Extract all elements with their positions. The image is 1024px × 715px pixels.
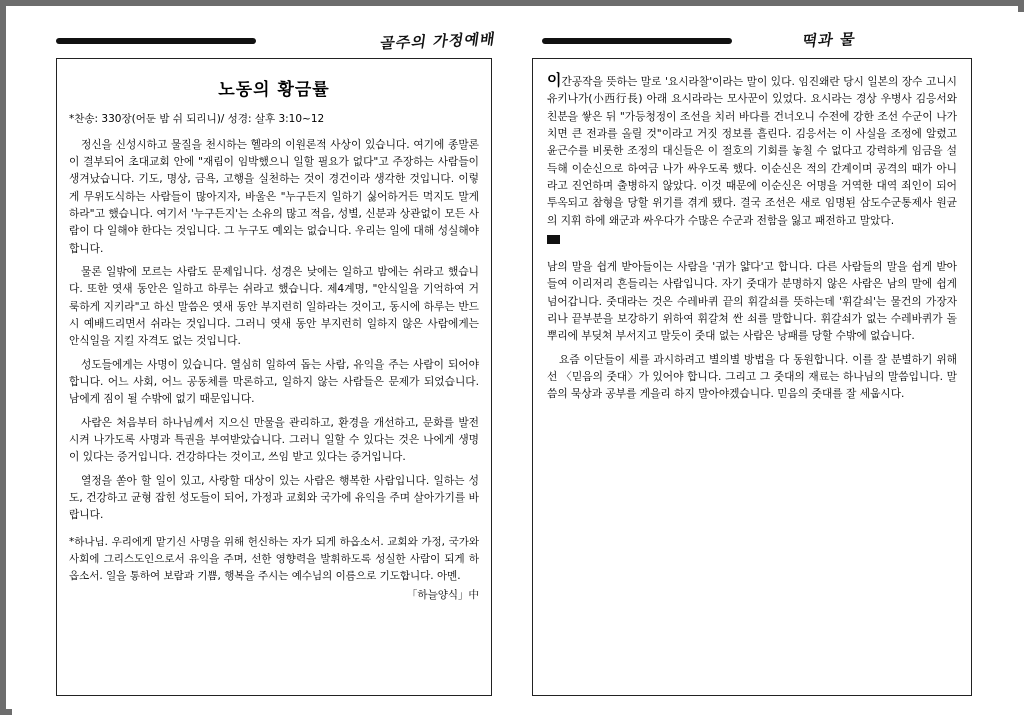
- source-citation: 「하늘양식」中: [406, 588, 479, 601]
- left-paragraph-4: 사람은 처음부터 하나님께서 지으신 만물을 관리하고, 환경을 개선하고, 문화를 발전시켜 나가도록 사명과 특권을 부여받았습니다. 그러니 일할 수 있다는 것은 나에게 생명이 있다는 증거입니다. 건강하다는 것이고, 쓰임 받고 있다는 증거입니다.: [69, 415, 479, 464]
- page-inner: [12, 12, 1024, 715]
- drop-cap: 이: [547, 71, 562, 89]
- right-first-paragraph-text: 간공작을 뜻하는 말로 '요시라찰'이라는 말이 있다. 임진왜란 당시 일본의 장수 고니시 유키나가(小西行長) 아래 요시라라는 모사꾼이 있었다. 요시라는 경상 우병사 김응서와 친분을 쌓은 뒤 "가등청정이 조선을 치러 바다를 건너오니 수전에 강한 조선 수군이 나가 치면 큰 전과를 올릴 것"이라고 거짓 정보를 흘린다. 김응서는 이 사실을 조정에 알렸고 윤근수를 비롯한 조정의 대신들은 이 절호의 기회를 놓칠 수 없다고 강력하게 임금을 설득해 이순신으로 하여금 나가 싸우도록 했다. 이순신은 적의 간계이며 공격의 때가 아니라고 진언하며 출병하지 않았다. 이것 때문에 이순신은 어명을 거역한 대역 죄인이 되어 투옥되고 참형을 당할 위기를 겪게 됐다. 결국 조선은 새로 임명된 삼도수군통제사 원균의 지휘 하에 왜군과 싸우다가 수많은 수군과 전함을 잃고 패전하고 말았다.: [547, 75, 957, 227]
- right-paragraph-2: 요즘 이단들이 세를 과시하려고 별의별 방법을 다 동원합니다. 이를 잘 분별하기 위해선 〈믿음의 줏대〉가 있어야 합니다. 그리고 그 줏대의 재료는 하나님의 말씀입니다. 말씀의 묵상과 공부를 게을리 하지 말아야겠습니다. 믿음의 줏대를 잘 세웁시다.: [547, 352, 957, 401]
- left-paragraph-1: 정신을 신성시하고 물질을 천시하는 헬라의 이원론적 사상이 있습니다. 여기에 종말론이 결부되어 초대교회 안에 "재림이 임박했으니 일할 필요가 없다"고 주장하는 사람들이 생겨났습니다. 기도, 명상, 금욕, 고행을 실천하는 것이 경건이라 생각한 것입니다. 이렇게 무위도식하는 사람들이 많아지자, 바울은 "누구든지 일하기 싫어하거든 먹지도 말게 하라"고 했습니다. 여기서 '누구든지'는 소유의 많고 적음, 성별, 신분과 상관없이 모든 사람이 다 일해야 한다는 것입니다. 그 누구도 예외는 없습니다. 우리는 일에 대해 성실해야 합니다.: [69, 137, 479, 255]
- left-header-title: 골주의 가정예배: [379, 30, 498, 53]
- prayer-text: *하나님. 우리에게 맡기신 사명을 위해 헌신하는 자가 되게 하옵소서. 교회와 가정, 국가와 사회에 그리스도인으로서 유익을 주며, 선한 영향력을 발휘하도록 성실한 사람이 되게 하옵소서. 일을 통하여 보람과 기쁨, 행복을 주시는 예수님의 이름으로 기도합니다. 아멘.: [69, 535, 479, 582]
- right-article-box: [532, 58, 972, 696]
- left-column: [46, 12, 502, 715]
- right-column: [520, 12, 976, 715]
- left-article-box: [56, 58, 492, 696]
- left-paragraph-2: 물론 일밖에 모르는 사람도 문제입니다. 성경은 낮에는 일하고 밤에는 쉬라고 했습니다. 또한 엿새 동안은 일하고 하루는 쉬라고 했습니다. 제4계명, "안식일을 기억하여 거룩하게 지키라"고 하신 말씀은 엿새 동안 부지런히 일하라는 것이고, 동시에 하루는 반드시 예배드리면서 쉬라는 것입니다. 그러니 엿새 동안 부지런히 일하지 않은 사람에게는 안식일을 지킬 자격도 없는 것입니다.: [69, 265, 479, 348]
- header-rule-right: [542, 38, 732, 44]
- right-column-header: [520, 26, 976, 58]
- left-paragraph-3: 성도들에게는 사명이 있습니다. 열심히 일하여 돕는 사람, 유익을 주는 사람이 되어야 합니다. 어느 사회, 어느 공동체를 막론하고, 일하지 않는 사람들은 문제가 되었습니다. 남에게 짐이 될 수밖에 없기 때문입니다.: [69, 357, 479, 406]
- right-header-title: 떡과 물: [801, 30, 858, 51]
- header-rule-left: [56, 38, 256, 44]
- left-article-title: 노동의 황금률: [218, 80, 330, 100]
- left-column-header: [46, 26, 502, 58]
- right-paragraph-1: 남의 말을 쉽게 받아들이는 사람을 '귀가 얇다'고 합니다. 다른 사람들의 말을 쉽게 받아들여 이리저리 흔들리는 사람입니다. 자기 줏대가 분명하지 않은 사람은 남의 말에 쉽게 넘어갑니다. 줏대라는 것은 수레바퀴 끝의 휘갈쇠를 뜻하는데 '휘갈쇠'는 물건의 가장자리나 끝부분을 보강하기 위하여 휘갈쳐 싼 쇠를 말합니다. 휘갈쇠가 없는 수레바퀴가 돌 뿌리에 부딪쳐 부서지고 말듯이 줏대 없는 사람은 낭패를 당할 수밖에 없습니다.: [547, 259, 957, 343]
- left-paragraph-5: 열정을 쏟아 할 일이 있고, 사랑할 대상이 있는 사람은 행복한 사람입니다. 일하는 성도, 건강하고 균형 잡힌 성도들이 되어, 가정과 교회와 국가에 유익을 주며 살아가기를 바랍니다.: [69, 473, 479, 522]
- hymn-scripture-meta: *찬송: 330장(어둔 밤 쉬 되리니)/ 성경: 살후 3:10~12: [69, 113, 325, 125]
- section-divider-mark: [547, 235, 560, 244]
- right-first-paragraph: [547, 73, 957, 229]
